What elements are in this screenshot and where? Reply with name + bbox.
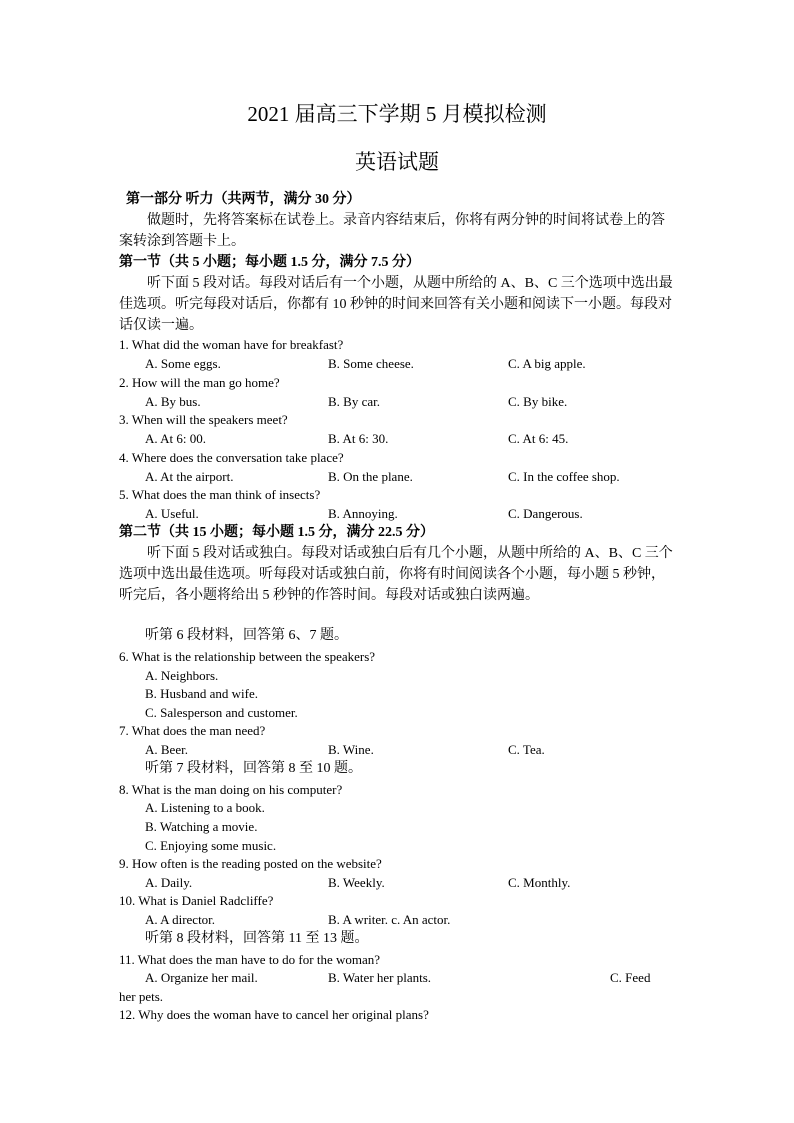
- question-1: 1. What did the woman have for breakfast?: [119, 337, 344, 352]
- q9-option-a: A. Daily.: [145, 875, 193, 890]
- q11-option-b: B. Water her plants.: [328, 970, 432, 985]
- section1-intro: 听下面 5 段对话。每段对话后有一个小题，从题中所给的 A、B、C 三个选项中选出最佳选项。听完每段对话后，你都有 10 秒钟的时间来回答有关小题和阅读下一小题。每段对话仅读一遍。: [119, 276, 673, 333]
- material-8-note: 听第 8 段材料，回答第 11 至 13 题。: [145, 931, 369, 946]
- q6-option-c: C. Salesperson and customer.: [145, 705, 298, 720]
- q2-option-a: A. By bus.: [145, 394, 201, 409]
- q7-option-c: C. Tea.: [508, 742, 545, 757]
- q11-option-c: C. Feed: [610, 970, 651, 985]
- exam-subtitle: 英语试题: [355, 150, 439, 174]
- q1-option-b: B. Some cheese.: [328, 356, 414, 371]
- question-3: 3. When will the speakers meet?: [119, 412, 288, 427]
- material-6-note: 听第 6 段材料，回答第 6、7 题。: [145, 628, 348, 643]
- q9-option-c: C. Monthly.: [508, 875, 571, 890]
- q6-option-a: A. Neighbors.: [145, 668, 219, 683]
- q3-option-a: A. At 6: 00.: [145, 431, 207, 446]
- q2-option-b: B. By car.: [328, 394, 380, 409]
- q3-option-c: C. At 6: 45.: [508, 431, 569, 446]
- question-7: 7. What does the man need?: [119, 723, 266, 738]
- question-9: 9. How often is the reading posted on the website?: [119, 856, 382, 871]
- q11-option-c-continued: her pets.: [119, 989, 164, 1004]
- q6-option-b: B. Husband and wife.: [145, 686, 259, 701]
- q3-option-b: B. At 6: 30.: [328, 431, 389, 446]
- q5-option-a: A. Useful.: [145, 506, 199, 521]
- q4-option-b: B. On the plane.: [328, 469, 413, 484]
- question-12: 12. Why does the woman have to cancel her original plans?: [119, 1007, 429, 1022]
- question-11: 11. What does the man have to do for the woman?: [119, 952, 381, 967]
- q2-option-c: C. By bike.: [508, 394, 568, 409]
- q7-option-a: A. Beer.: [145, 742, 188, 757]
- q1-option-a: A. Some eggs.: [145, 356, 221, 371]
- q5-option-c: C. Dangerous.: [508, 506, 583, 521]
- material-7-note: 听第 7 段材料，回答第 8 至 10 题。: [145, 761, 362, 776]
- part1-intro: 做题时，先将答案标在试卷上。录音内容结束后，你将有两分钟的时间将试卷上的答案转涂到答题卡上。: [119, 213, 665, 249]
- q4-option-a: A. At the airport.: [145, 469, 234, 484]
- q5-option-b: B. Annoying.: [328, 506, 398, 521]
- q10-option-bc: B. A writer. c. An actor.: [328, 912, 451, 927]
- q8-option-a: A. Listening to a book.: [145, 800, 265, 815]
- part1-heading: 第一部分 听力（共两节，满分 30 分）: [126, 192, 361, 207]
- q4-option-c: C. In the coffee shop.: [508, 469, 620, 484]
- q9-option-b: B. Weekly.: [328, 875, 385, 890]
- question-4: 4. Where does the conversation take place?: [119, 450, 344, 465]
- question-10: 10. What is Daniel Radcliffe?: [119, 893, 274, 908]
- exam-title: 2021 届高三下学期 5 月模拟检测: [247, 102, 547, 126]
- question-5: 5. What does the man think of insects?: [119, 487, 321, 502]
- question-8: 8. What is the man doing on his computer?: [119, 782, 343, 797]
- q1-option-c: C. A big apple.: [508, 356, 586, 371]
- section2-heading: 第二节（共 15 小题；每小题 1.5 分，满分 22.5 分）: [119, 525, 434, 540]
- q7-option-b: B. Wine.: [328, 742, 374, 757]
- q11-option-a: A. Organize her mail.: [145, 970, 258, 985]
- section1-heading: 第一节（共 5 小题；每小题 1.5 分，满分 7.5 分）: [119, 255, 420, 270]
- question-2: 2. How will the man go home?: [119, 375, 280, 390]
- question-6: 6. What is the relationship between the speakers?: [119, 649, 376, 664]
- q10-option-a: A. A director.: [145, 912, 216, 927]
- q8-option-b: B. Watching a movie.: [145, 819, 258, 834]
- q8-option-c: C. Enjoying some music.: [145, 838, 277, 853]
- section2-intro: 听下面 5 段对话或独白。每段对话或独白后有几个小题，从题中所给的 A、B、C 三个选项中选出最佳选项。听每段对话或独白前，你将有时间阅读各个小题，每小题 5 秒钟，听完后，各小题将给出 5 秒钟的作答时间。每段对话或独白读两遍。: [119, 546, 673, 603]
